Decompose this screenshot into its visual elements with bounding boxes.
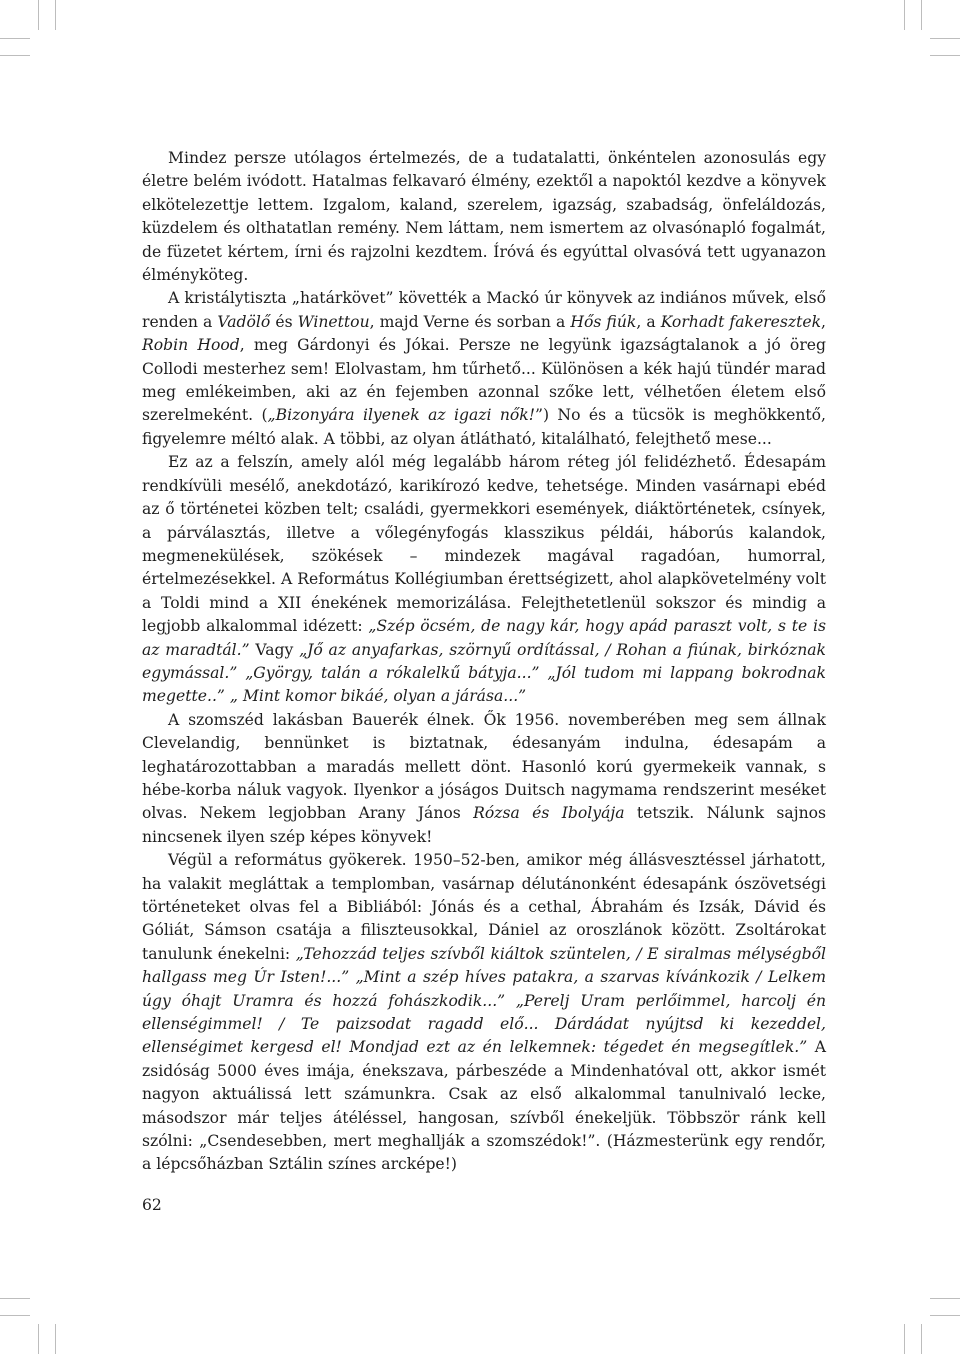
italic-text: Vadölő bbox=[217, 312, 271, 331]
crop-mark bbox=[921, 0, 922, 30]
crop-mark bbox=[930, 1315, 960, 1316]
text-run: Ez az a felszín, amely alól még legalább három réteg jól felidézhető. Édesapám rendkívüli mesélő, anekdotázó, karikírozó kedve, tehetsége. Minden vasárnapi ebéd az ő történetei közben telt; családi, gyermekkori események, diáktörténetek, csínyek, a párválasztás, illetve a vőlegényfogás klasszikus példái, háborús kalandok, megmenekülések, szökések – mindezek magával ragadóan, humorral, értelmezésekkel. A Református Kollégiumban érettségizett, ahol alapkövetelmény volt a Toldi mind a XII énekének memorizálása. Felejthetetlenül sokszor és mindig a legjobb alkalommal idézett: bbox=[142, 453, 826, 636]
italic-text: Hős fiúk bbox=[570, 312, 637, 331]
crop-mark bbox=[55, 0, 56, 30]
text-run: Mindez persze utólagos értelmezés, de a tudatalatti, önkéntelen azonosulás egy életre belém ivódott. Hatalmas felkavaró élmény, ezektől a napoktól kezdve a könyvek elkötelezettje lettem. Izgalom, kaland, szerelem, igazság, szabadság, önfeláldozás, küzdelem és olthatatlan remény. Nem láttam, nem ismertem az olvasónapló fogalmát, de füzetet kértem, írni és rajzolni kezdtem. Íróvá és egyúttal olvasóvá tett ugyanazon élményköteg. bbox=[142, 149, 826, 285]
paragraph bbox=[142, 147, 826, 287]
crop-mark bbox=[930, 1298, 960, 1299]
text-run: tetszik. Nálunk sajnos nincsenek ilyen szép képes könyvek! bbox=[142, 804, 826, 846]
text-run: A szomszéd lakásban Bauerék élnek. Ők 1956. novemberében meg sem állnak Clevelandig, bennünket is biztatnak, édesanyám indulna, édesapám a leghatározottabban a maradás mellett dönt. Hasonló korú gyermekeik vannak, s hébe-korba náluk vagyok. Ilyenkor a jóságos Duitsch nagymama rendszerint meséket olvas. Nekem legjobban Arany János bbox=[142, 710, 826, 823]
italic-text: Korhadt fakeresztek bbox=[660, 312, 822, 331]
text-run: , majd Verne és sorban a bbox=[369, 312, 571, 331]
text-run: Vagy bbox=[249, 640, 300, 659]
italic-text: „Tehozzád teljes szívből kiáltok szüntelen, / E siralmas mélységből hallgass meg Úr Isten!...” „Mint a szép híves patakra, a szarvas kívánkozik / Lelkem úgy óhajt Uramra és hozzá fohászkodik...” „Perelj Uram perlőimmel, harcolj én ellenségimmel! / Te paizsodat ragadd elő... Dárdádat nyújtsd ki kezeddel, ellenségimet kergesd el! Mondjad ezt az én lelkemnek: tégedet én megsegítlek.” bbox=[142, 944, 826, 1057]
text-run: A zsidóság 5000 éves imája, énekszava, párbeszéde a Mindenhatóval ott, akkor ismét nagyon aktuálissá lett számunkra. Csak az első alkalommal tanulnivaló lecke, másodszor már teljes átéléssel, hangosan, szívből énekeljük. Többször ránk kell szólni: „Csendesebben, mert meghallják a szomszédok!”. (Házmesterünk egy rendőr, a lépcsőházban Sztálin színes arcképe!) bbox=[142, 1038, 826, 1174]
crop-mark bbox=[0, 1298, 30, 1299]
crop-mark bbox=[0, 38, 30, 39]
italic-text: Winettou bbox=[297, 312, 370, 331]
italic-text: „Bizonyára ilyenek az igazi nők! bbox=[267, 406, 535, 425]
text-run: , bbox=[821, 312, 826, 331]
body-text bbox=[142, 147, 826, 1177]
paragraph bbox=[142, 849, 826, 1177]
crop-mark bbox=[904, 1324, 905, 1354]
crop-mark bbox=[0, 1315, 30, 1316]
italic-text: „Szép öcsém, de nagy kár, hogy apád paraszt volt, s te is az maradtál.” bbox=[142, 617, 826, 659]
page-number: 62 bbox=[142, 1196, 162, 1214]
crop-mark bbox=[38, 0, 39, 30]
paragraph bbox=[142, 451, 826, 708]
text-run: A kristálytiszta „határkövet” követték a Mackó úr könyvek az indiános művek, első renden a bbox=[142, 289, 826, 331]
crop-mark bbox=[0, 55, 30, 56]
text-run: , meg Gárdonyi és Jókai. Persze ne legyünk igazságtalanok a jó öreg Collodi mesterhez sem! Elolvastam, hm tűrhető... Különösen a kék hajú tündér marad meg emlékeimben, aki az én fejemben azonnal szőke lett, vélhetően életem első szerelmeként. ( bbox=[142, 336, 826, 425]
crop-mark bbox=[904, 0, 905, 30]
text-run: , a bbox=[636, 312, 661, 331]
italic-text: Robin Hood bbox=[142, 336, 240, 355]
text-run: és bbox=[270, 312, 298, 331]
italic-text: „Jő az anyafarkas, szörnyű ordítással, / Rohan a fiúnak, birkóznak egymással.” „György, talán a rókalelkű bátyja...” „Jól tudom mi lappang bokrodnak megette..” „ Mint komor bikáé, olyan a járása...” bbox=[142, 640, 826, 706]
text-run: Végül a református gyökerek. 1950–52-ben, amikor még állásvesztéssel járhatott, ha valakit megláttak a templomban, vasárnap délutánonként édesapánk ószövetségi történeteket olvas fel a Bibliából: Jónás és a cethal, Ábrahám és Izsák, Dávid és Góliát, Sámson csatája a filiszteusokkal, Dániel az oroszlánok között. Zsoltárokat tanulunk énekelni: bbox=[142, 851, 826, 963]
crop-mark bbox=[921, 1324, 922, 1354]
paragraph bbox=[142, 709, 826, 849]
paragraph bbox=[142, 287, 826, 451]
crop-mark bbox=[38, 1324, 39, 1354]
text-run: ”) No és a tücsök is meghökkentő, figyelemre méltó alak. A többi, az olyan átlátható, kitalálható, felejthető mese... bbox=[142, 406, 826, 448]
crop-mark bbox=[55, 1324, 56, 1354]
crop-mark bbox=[930, 55, 960, 56]
italic-text: Rózsa és Ibolyája bbox=[473, 804, 625, 823]
crop-mark bbox=[930, 38, 960, 39]
